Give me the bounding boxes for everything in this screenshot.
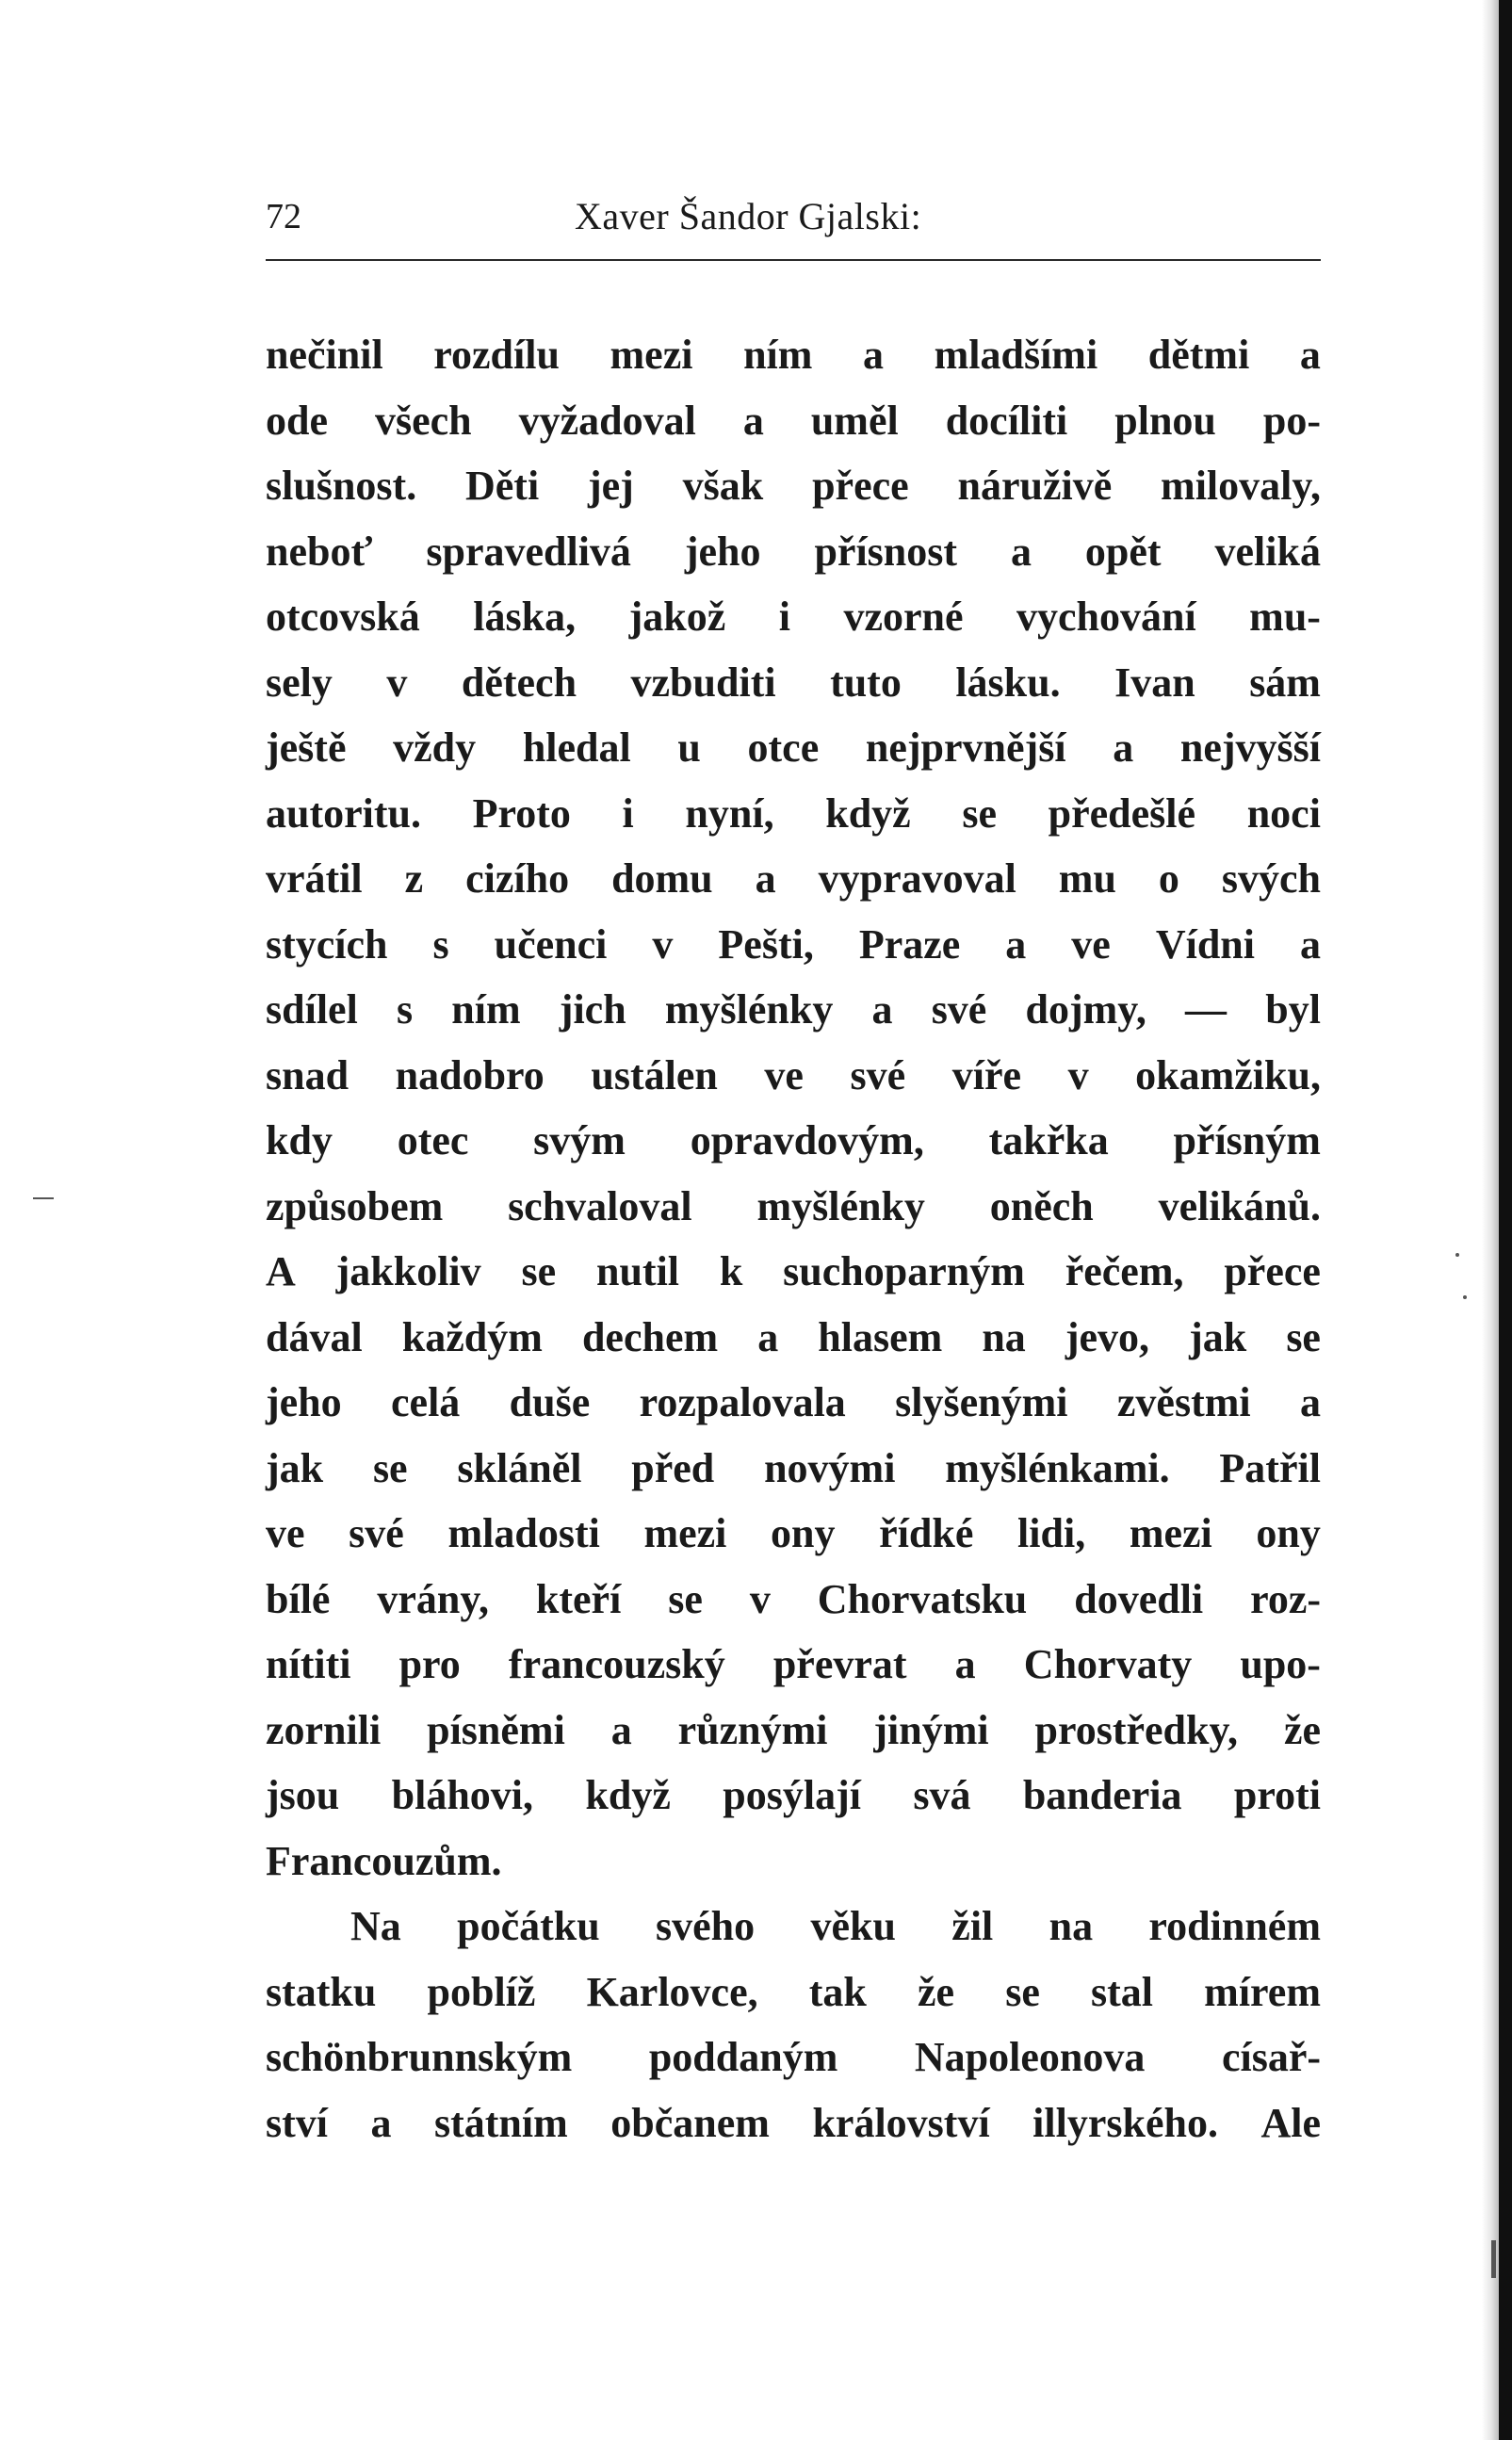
- text-line: jak se skláněl před novými myšlénkami. Patřil: [266, 1444, 1321, 1491]
- text-line: jsou bláhovi, když posýlají svá banderia proti: [266, 1772, 1321, 1818]
- text-line: otcovská láska, jakož i vzorné vychování mu-: [266, 594, 1321, 640]
- text-line: dával každým dechem a hlasem na jevo, jak se: [266, 1313, 1321, 1360]
- scan-speck: [1463, 1295, 1467, 1299]
- scan-speck: [1455, 1253, 1459, 1257]
- text-line: nítiti pro francouzský převrat a Chorvaty upo-: [266, 1641, 1321, 1687]
- scan-speck: [1491, 2240, 1496, 2278]
- text-line: bílé vrány, kteří se v Chorvatsku dovedli roz-: [266, 1575, 1321, 1622]
- text-line: ve své mladosti mezi ony řídké lidi, mezi ony: [266, 1510, 1321, 1556]
- text-line: slušnost. Děti jej však přece náruživě milovaly,: [266, 463, 1321, 509]
- text-line: statku poblíž Karlovce, tak že se stal mírem: [266, 1968, 1321, 2015]
- text-line: způsobem schvaloval myšlénky oněch velikánů.: [266, 1182, 1321, 1229]
- text-line: schönbrunnským poddaným Napoleonova císař-: [266, 2034, 1321, 2080]
- body-text: [266, 322, 1321, 2155]
- text-line: stycích s učenci v Pešti, Praze a ve Vídni a: [266, 920, 1321, 968]
- page-header: [266, 187, 1321, 252]
- text-line: sely v dětech vzbuditi tuto lásku. Ivan sám: [266, 659, 1321, 706]
- text-line: sdílel s ním jich myšlénky a své dojmy, — byl: [266, 986, 1321, 1033]
- running-title: Xaver Šandor Gjalski:: [575, 195, 922, 237]
- text-line: Na počátku svého věku žil na rodinném: [350, 1903, 1321, 1949]
- text-line: snad nadobro ustálen ve své víře v okamžiku,: [266, 1051, 1321, 1098]
- scan-page-edge: [1499, 0, 1512, 2440]
- scan-speck: [33, 1197, 54, 1199]
- text-line: kdy otec svým opravdovým, takřka přísným: [266, 1117, 1321, 1163]
- header-rule: [266, 259, 1321, 261]
- page-number: 72: [266, 197, 301, 236]
- text-line: vrátil z cizího domu a vypravoval mu o svých: [266, 855, 1321, 902]
- scan-page-edge-shadow: [1482, 0, 1499, 2440]
- text-line: ještě vždy hledal u otce nejprvnější a nejvyšší: [266, 724, 1321, 771]
- text-line: Francouzům.: [266, 1837, 502, 1884]
- text-line: A jakkoliv se nutil k suchoparným řečem, přece: [266, 1248, 1321, 1294]
- text-line: jeho celá duše rozpalovala slyšenými zvěstmi a: [266, 1379, 1321, 1425]
- text-line: autoritu. Proto i nyní, když se předešlé noci: [266, 789, 1321, 837]
- text-line: neboť spravedlivá jeho přísnost a opět veliká: [266, 528, 1321, 575]
- text-line: ode všech vyžadoval a uměl docíliti plnou po-: [266, 397, 1321, 444]
- text-line: ství a státním občanem království illyrského. Ale: [266, 2099, 1321, 2146]
- text-line: nečinil rozdílu mezi ním a mladšími dětmi a: [266, 332, 1321, 378]
- text-line: zornili písněmi a různými jinými prostředky, že: [266, 1706, 1321, 1753]
